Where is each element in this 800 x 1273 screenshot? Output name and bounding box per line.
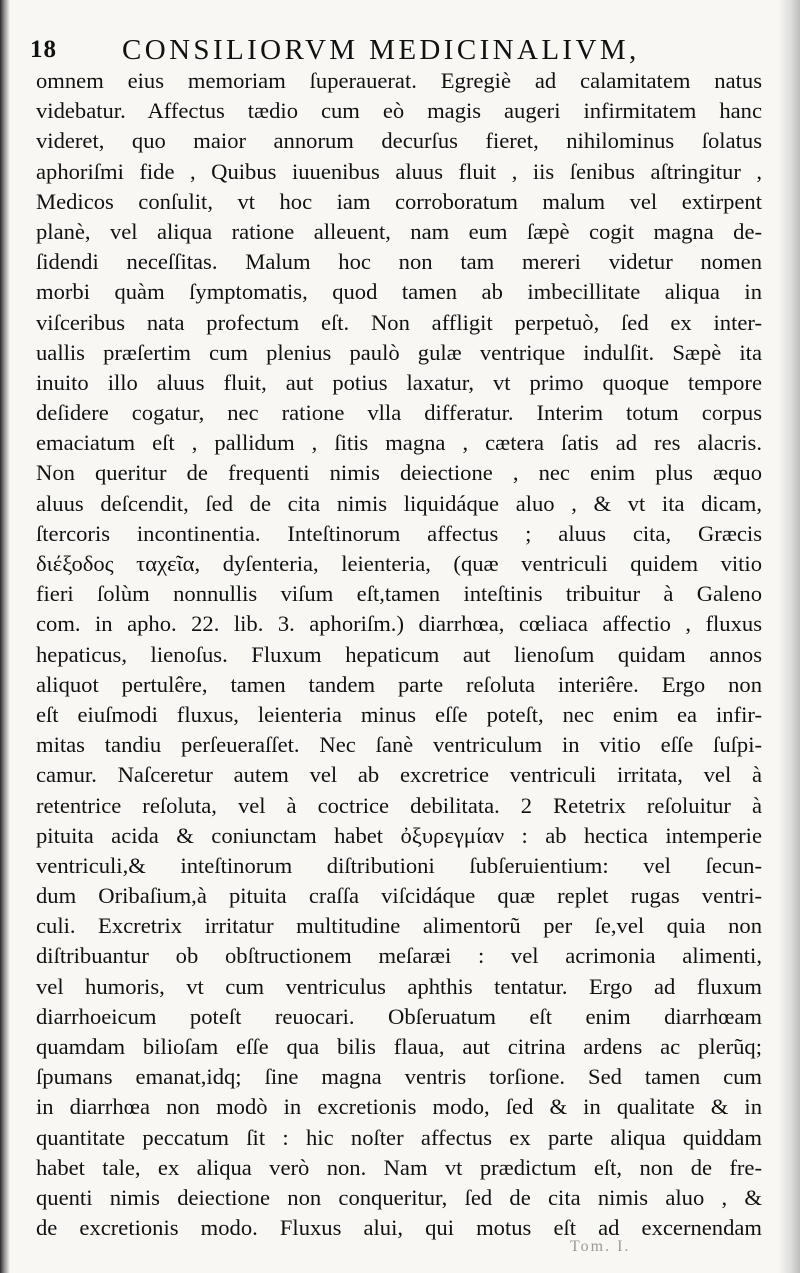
- page-header: [30, 34, 770, 70]
- text-line: quenti nimis deiectione non conqueritur, ſed de cita nimis aluo , &: [36, 1184, 762, 1210]
- text-line: Non queritur de frequenti nimis deiectione , nec enim plus æquo: [36, 460, 762, 486]
- text-line: dum Oribaſium,à pituita craſſa viſcidáque quæ replet rugas ventri-: [36, 883, 762, 909]
- text-line: ventriculi,& inteſtinorum diſtributioni ſubſeruientium: vel ſecun-: [36, 852, 762, 878]
- page-edge: [778, 0, 800, 1273]
- text-line: in diarrhœa non modò in excretionis modo, ſed & in qualitate & in: [36, 1094, 762, 1120]
- text-line: Medicos conſulit, vt hoc iam corroboratum malum vel extirpent: [36, 188, 762, 214]
- text-line: com. in apho. 22. lib. 3. aphoriſm.) diarrhœa, cœliaca affectio , fluxus: [36, 611, 762, 637]
- text-line: mitas tandiu perſeueraſſet. Nec ſanè ventriculum in vitio eſſe ſuſpi-: [36, 732, 762, 758]
- text-line: hepaticus, lienoſus. Fluxum hepaticum aut lienoſum quidam annos: [36, 641, 762, 667]
- text-line: ſpumans emanat,idq; ſine magna ventris torſione. Sed tamen cum: [36, 1064, 762, 1090]
- text-line: inuito illo aluus fluit, aut potius laxatur, vt primo quoque tempore: [36, 369, 762, 395]
- text-line: camur. Naſceretur autem vel ab excretrice ventriculi irritata, vel à: [36, 762, 762, 788]
- text-line: quantitate peccatum ſit : hic noſter affectus ex parte aliqua quiddam: [36, 1124, 762, 1150]
- text-line: uallis præſertim cum plenius paulò gulæ ventrique indulſit. Sæpè ita: [36, 339, 762, 365]
- text-line: habet tale, ex aliqua verò non. Nam vt prædictum eſt, non de fre-: [36, 1154, 762, 1180]
- text-line: vel humoris, vt cum ventriculus aphthis tentatur. Ergo ad fluxum: [36, 973, 762, 999]
- text-line: pituita acida & coniunctam habet ὀξυρεγμίαν : ab hectica intemperie: [36, 822, 762, 848]
- text-line: planè, vel aliqua ratione alleuent, nam eum ſæpè cogit magna de-: [36, 218, 762, 244]
- text-line: culi. Excretrix irritatur multitudine alimentorũ per ſe,vel quia non: [36, 913, 762, 939]
- text-line: deſidere cogatur, nec ratione vlla differatur. Interim totum corpus: [36, 400, 762, 426]
- text-line: aphoriſmi fide , Quibus iuuenibus aluus fluit , iis ſenibus aſtringitur ,: [36, 158, 762, 184]
- text-line: fieri ſolùm nonnullis viſum eſt,tamen inteſtinis tribuitur à Galeno: [36, 581, 762, 607]
- page-number: 18: [30, 36, 57, 63]
- text-line: de excretionis modo. Fluxus alui, qui motus eſt ad excernendam: [36, 1215, 762, 1241]
- text-line: eſt eiuſmodi fluxus, leienteria minus eſſe poteſt, nec enim ea infir-: [36, 701, 762, 727]
- text-line: videret, quo maior annorum decurſus fieret, nihilominus ſolatus: [36, 128, 762, 154]
- text-line: quamdam bilioſam eſſe qua bilis flaua, aut citrina ardens ac plerũq;: [36, 1034, 762, 1059]
- text-line: aluus deſcendit, ſed de cita nimis liquidáque aluo , & vt ita dicam,: [36, 490, 762, 516]
- text-line: diarrhoeicum poteſt reuocari. Obſeruatum eſt enim diarrhœam: [36, 1003, 762, 1029]
- text-line: omnem eius memoriam ſuperauerat. Egregiè ad calamitatem natus: [36, 68, 762, 93]
- text-line: diſtribuantur ob obſtructionem meſaræi : vel acrimonia alimenti,: [36, 943, 762, 969]
- text-line: videbatur. Affectus tædio cum eò magis augeri infirmitatem hanc: [36, 98, 762, 124]
- text-line: ſtercoris incontinentia. Inteſtinorum affectus ; aluus cita, Græcis: [36, 520, 762, 546]
- text-line: διέξοδος ταχεῖα, dyſenteria, leienteria, (quæ ventriculi quidem vitio: [36, 551, 762, 576]
- text-line: emaciatum eſt , pallidum , ſitis magna , cætera ſatis ad res alacris.: [36, 430, 762, 456]
- text-line: retentrice reſoluta, vel à coctrice debilitata. 2 Retetrix reſoluitur à: [36, 792, 762, 818]
- text-line: aliquot pertulêre, tamen tandem parte reſoluta interiêre. Ergo non: [36, 671, 762, 697]
- text-line: morbi quàm ſymptomatis, quod tamen ab imbecillitate aliqua in: [36, 279, 762, 305]
- running-title: CONSILIORVM MEDICINALIVM,: [122, 34, 640, 66]
- catchword: Tom. I.: [570, 1238, 631, 1255]
- binding-shadow: [0, 0, 10, 1273]
- body-text: [36, 66, 762, 1243]
- text-line: ſidendi neceſſitas. Malum hoc non tam mereri videtur nomen: [36, 249, 762, 275]
- text-line: viſceribus nata profectum eſt. Non affligit perpetuò, ſed ex inter-: [36, 309, 762, 335]
